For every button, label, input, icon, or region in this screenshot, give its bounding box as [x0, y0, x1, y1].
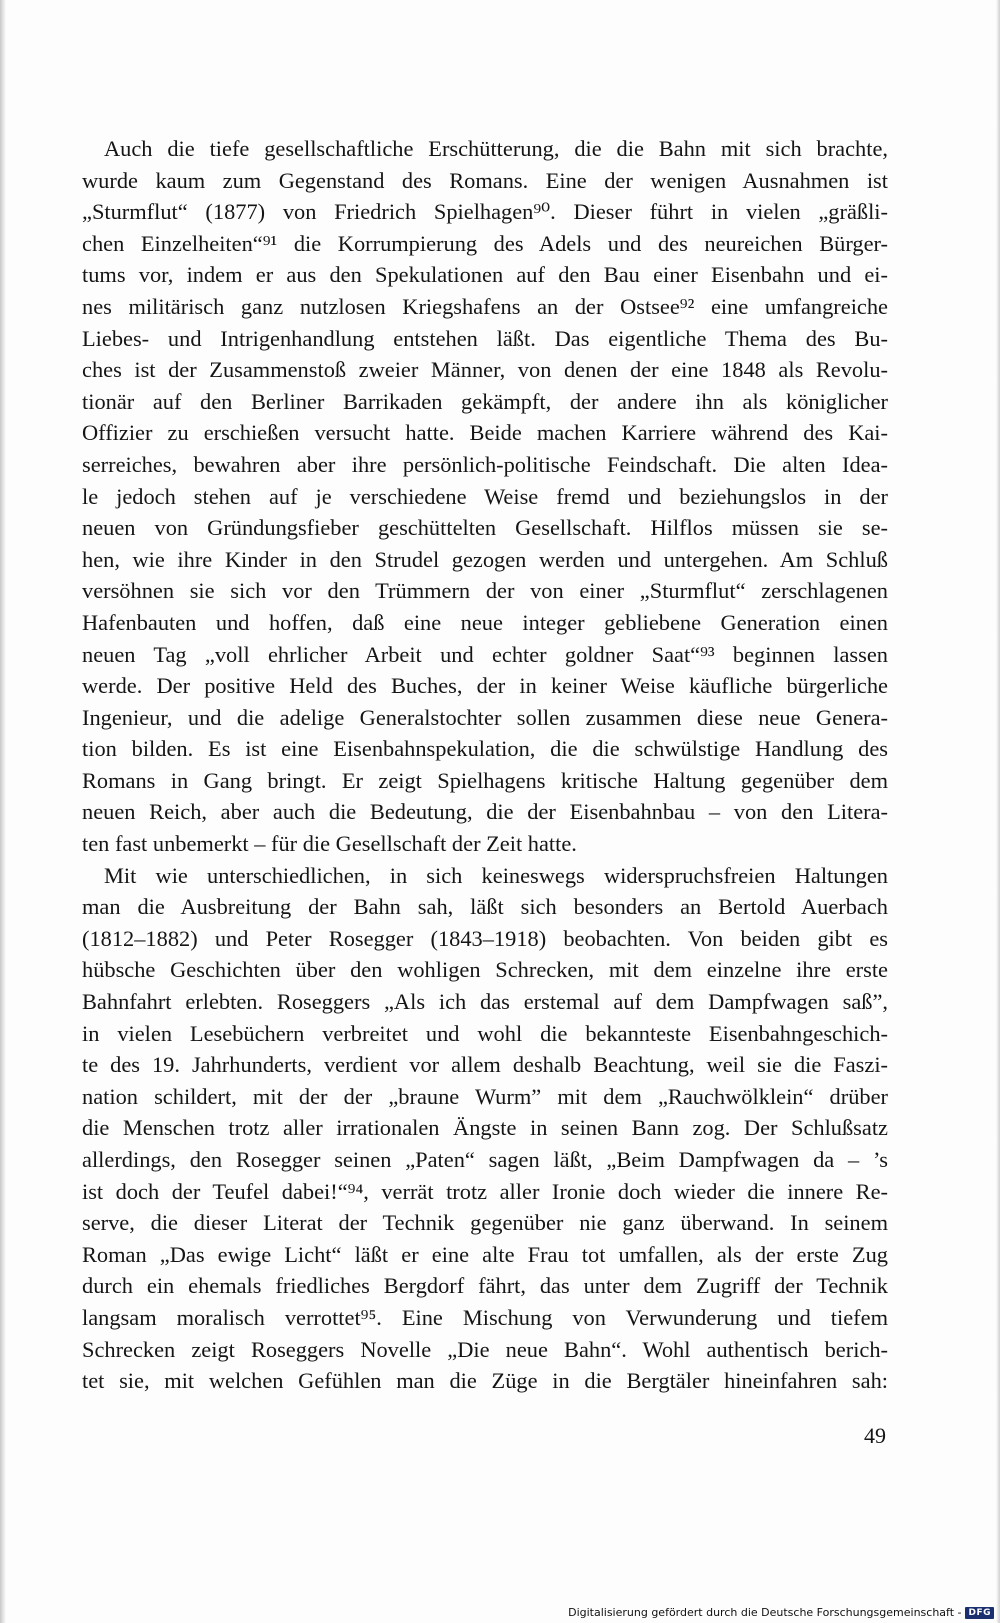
text-line: Auch die tiefe gesellschaftliche Erschütterung, die die Bahn mit sich brachte,	[104, 136, 888, 161]
text-line: te des 19. Jahrhunderts, verdient vor allem deshalb Beachtung, weil sie die Faszi-	[82, 1052, 888, 1078]
text-line: serreiches, bewahren aber ihre persönlich-politische Feindschaft. Die alten Idea-	[82, 451, 888, 477]
text-line: Offizier zu erschießen versucht hatte. Beide machen Karriere während des Kai-	[82, 420, 888, 446]
text-line: ten fast unbemerkt – für die Gesellschaft der Zeit hatte.	[82, 831, 577, 857]
text-line: tums vor, indem er aus den Spekulationen auf den Bau einer Eisenbahn und ei-	[82, 262, 888, 288]
text-line: Bahnfahrt erlebten. Roseggers „Als ich das erstemal auf dem Dampfwagen saß”,	[82, 989, 888, 1015]
page-edge-left	[0, 0, 6, 1623]
text-line: le jedoch stehen auf je verschiedene Weise fremd und beziehungslos in der	[82, 483, 888, 509]
text-line: allerdings, den Rosegger seinen „Paten“ sagen läßt, „Beim Dampfwagen da – ’s	[82, 1147, 888, 1172]
text-line: nes militärisch ganz nutzlosen Kriegshafens an der Ostsee⁹² eine umfangreiche	[82, 293, 888, 319]
text-line: hübsche Geschichten über den wohligen Schrecken, mit dem einzelne ihre erste	[82, 957, 888, 983]
text-line: serve, die dieser Literat der Technik gegenüber nie ganz überwand. In seinem	[82, 1210, 888, 1236]
text-line: tet sie, mit welchen Gefühlen man die Züge in die Bergtäler hineinfahren sah:	[82, 1368, 888, 1394]
page-number: 49	[864, 1423, 886, 1448]
text-line: neuen Reich, aber auch die Bedeutung, die der Eisenbahnbau – von den Litera-	[82, 799, 888, 825]
text-line: Mit wie unterschiedlichen, in sich keineswegs widerspruchsfreien Haltungen	[104, 862, 888, 888]
text-line: Schrecken zeigt Roseggers Novelle „Die neue Bahn“. Wohl authentisch berich-	[82, 1336, 888, 1362]
text-line: Romans in Gang bringt. Er zeigt Spielhagens kritische Haltung gegenüber dem	[82, 767, 888, 793]
text-line: neuen Tag „voll ehrlicher Arbeit und echter goldner Saat“⁹³ beginnen lassen	[82, 641, 888, 667]
text-line: ches ist der Zusammenstoß zweier Männer, von denen der eine 1848 als Revolu-	[82, 357, 888, 383]
digitization-footer	[568, 1606, 994, 1619]
text-line: durch ein ehemals friedliches Bergdorf fährt, das unter dem Zugriff der Technik	[82, 1273, 888, 1299]
text-line: „Sturmflut“ (1877) von Friedrich Spielhagen⁹⁰. Dieser führt in vielen „gräßli-	[82, 199, 888, 225]
body-text	[82, 133, 888, 1397]
text-line: werde. Der positive Held des Buches, der in keiner Weise käufliche bürgerliche	[82, 673, 888, 699]
text-line: ist doch der Teufel dabei!“⁹⁴, verrät trotz aller Ironie doch wieder die innere Re-	[82, 1178, 888, 1204]
text-line: hen, wie ihre Kinder in den Strudel gezogen werden und untergehen. Am Schluß	[82, 546, 888, 572]
text-line: langsam moralisch verrottet⁹⁵. Eine Mischung von Verwunderung und tiefem	[82, 1304, 888, 1330]
dfg-logo-icon: DFG	[965, 1607, 994, 1619]
text-line: chen Einzelheiten“⁹¹ die Korrumpierung des Adels und des neureichen Bürger-	[82, 230, 888, 256]
text-line: man die Ausbreitung der Bahn sah, läßt sich besonders an Bertold Auerbach	[82, 894, 888, 920]
text-line: tionär auf den Berliner Barrikaden gekämpft, der andere ihn als königlicher	[82, 388, 888, 414]
text-line: neuen von Gründungsfieber geschüttelten Gesellschaft. Hilflos müssen sie se-	[82, 515, 888, 541]
text-line: tion bilden. Es ist eine Eisenbahnspekulation, die die schwülstige Handlung des	[82, 736, 888, 762]
footer-credit: Digitalisierung gefördert durch die Deutsche Forschungsgemeinschaft -	[568, 1606, 962, 1619]
text-line: Ingenieur, und die adelige Generalstochter sollen zusammen diese neue Genera-	[82, 704, 888, 730]
text-line: die Menschen trotz aller irrationalen Ängste in seinen Bann zog. Der Schlußsatz	[82, 1115, 888, 1141]
text-line: (1812–1882) und Peter Rosegger (1843–1918) beobachten. Von beiden gibt es	[82, 925, 888, 951]
page-edge-right	[996, 0, 1000, 1623]
text-line: versöhnen sie sich vor den Trümmern der von einer „Sturmflut“ zerschlagenen	[82, 578, 888, 604]
text-line: Hafenbauten und hoffen, daß eine neue integer gebliebene Generation einen	[82, 609, 888, 635]
text-line: in vielen Lesebüchern verbreitet und wohl die bekannteste Eisenbahngeschich-	[82, 1020, 888, 1046]
text-line: nation schildert, mit der der „braune Wurm” mit dem „Rauchwölklein“ drüber	[82, 1083, 888, 1109]
text-line: Roman „Das ewige Licht“ läßt er eine alte Frau tot umfallen, als der erste Zug	[82, 1241, 888, 1267]
text-line: Liebes- und Intrigenhandlung entstehen läßt. Das eigentliche Thema des Bu-	[82, 325, 888, 351]
text-line: wurde kaum zum Gegenstand des Romans. Eine der wenigen Ausnahmen ist	[82, 167, 888, 193]
